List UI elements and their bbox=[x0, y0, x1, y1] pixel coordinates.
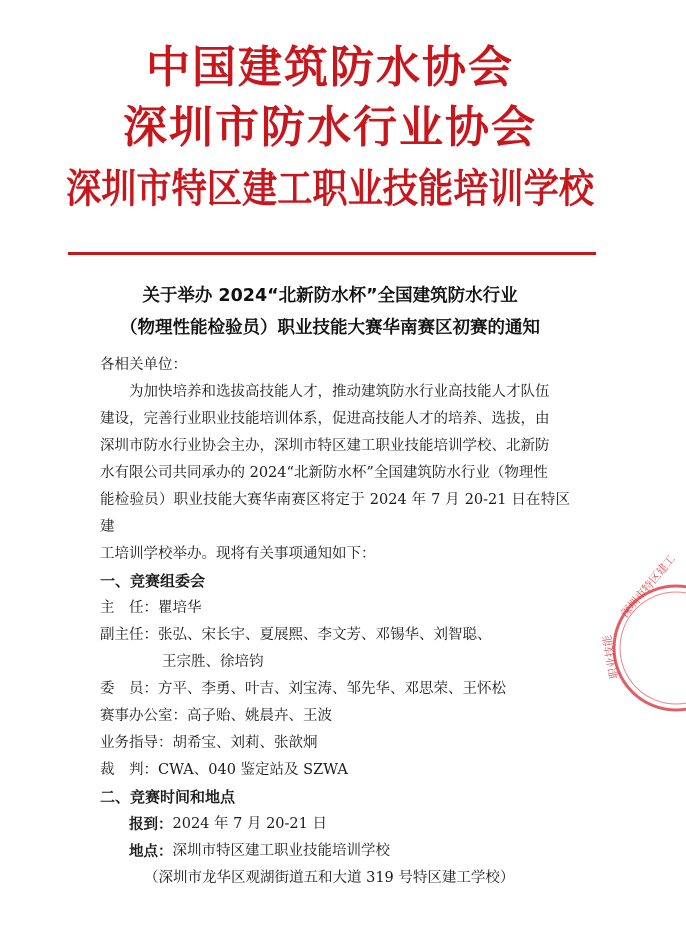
committee-row bbox=[100, 703, 570, 730]
header-divider bbox=[68, 252, 596, 255]
committee-label: 主 任： bbox=[100, 600, 158, 616]
section-1-heading: 一、竞赛组委会 bbox=[100, 572, 206, 590]
notice-title bbox=[0, 280, 660, 344]
intro-paragraph bbox=[100, 379, 570, 568]
committee-row bbox=[100, 595, 570, 622]
committee-value: 方平、李勇、叶吉、刘宝涛、邹先华、邓思荣、王怀松 bbox=[158, 681, 506, 697]
committee-label: 副主任： bbox=[100, 627, 158, 643]
salutation: 各相关单位： bbox=[100, 357, 187, 373]
org-name-2: 深圳市防水行业协会 bbox=[123, 102, 537, 153]
section-2-heading: 二、竞赛时间和地点 bbox=[100, 788, 236, 806]
place-row bbox=[100, 838, 570, 865]
official-seal bbox=[596, 552, 686, 718]
committee-value: 张弘、宋长宇、夏展熙、李文芳、邓锡华、刘智聪、 bbox=[158, 627, 492, 643]
intro-line: 能检验员）职业技能大赛华南赛区将定于 2024 年 7 月 20-21 日在特区建 bbox=[100, 492, 570, 535]
committee-label: 委 员： bbox=[100, 681, 158, 697]
committee-value: CWA、040 鉴定站及 SZWA bbox=[158, 762, 348, 778]
committee-row bbox=[100, 757, 570, 784]
intro-line: 工培训学校举办。现将有关事项通知如下： bbox=[100, 546, 376, 562]
intro-line: 深圳市防水行业协会主办，深圳市特区建工职业技能培训学校、北新防 bbox=[100, 438, 550, 454]
letterhead bbox=[0, 38, 660, 220]
committee-label: 业务指导： bbox=[100, 735, 173, 751]
committee-row bbox=[100, 730, 570, 757]
title-line-1: 关于举办 2024“北新防水杯”全国建筑防水行业 bbox=[142, 286, 518, 306]
title-line-2: （物理性能检验员）职业技能大赛华南赛区初赛的通知 bbox=[120, 318, 540, 338]
place-label: 地点： bbox=[129, 843, 173, 860]
svg-text:深圳市特区建工: 深圳市特区建工 bbox=[618, 552, 678, 620]
intro-line: 为加快培养和选拔高技能人才，推动建筑防水行业高技能人才队伍 bbox=[129, 384, 550, 400]
committee-row bbox=[100, 676, 570, 703]
committee-row bbox=[100, 622, 570, 649]
address: （深圳市龙华区观湖街道五和大道 319 号特区建工学校） bbox=[144, 870, 515, 886]
committee-label: 裁 判： bbox=[100, 762, 158, 778]
committee-row bbox=[100, 649, 570, 676]
intro-line: 水有限公司共同承办的 2024“北新防水杯”全国建筑防水行业（物理性 bbox=[100, 465, 548, 481]
committee-value: 高子贻、姚晨卉、王波 bbox=[187, 708, 332, 724]
committee-value: 瞿培华 bbox=[158, 600, 202, 616]
report-label: 报到： bbox=[129, 816, 173, 833]
committee-value: 胡希宝、刘莉、张歆炯 bbox=[172, 735, 318, 751]
org-name-1: 中国建筑防水协会 bbox=[146, 42, 514, 93]
intro-line: 建设，完善行业职业技能培训体系，促进高技能人才的培养、选拔，由 bbox=[100, 411, 550, 427]
org-name-3: 深圳市特区建工职业技能培训学校 bbox=[66, 165, 595, 212]
svg-text:职业技能: 职业技能 bbox=[600, 634, 621, 680]
notice-body bbox=[100, 352, 570, 892]
committee-value: 王宗胜、徐培钧 bbox=[162, 654, 264, 670]
place-value: 深圳市特区建工职业技能培训学校 bbox=[172, 843, 390, 859]
committee-label: 赛事办公室： bbox=[100, 708, 187, 724]
report-value: 2024 年 7 月 20-21 日 bbox=[172, 816, 327, 832]
report-row bbox=[100, 811, 570, 838]
